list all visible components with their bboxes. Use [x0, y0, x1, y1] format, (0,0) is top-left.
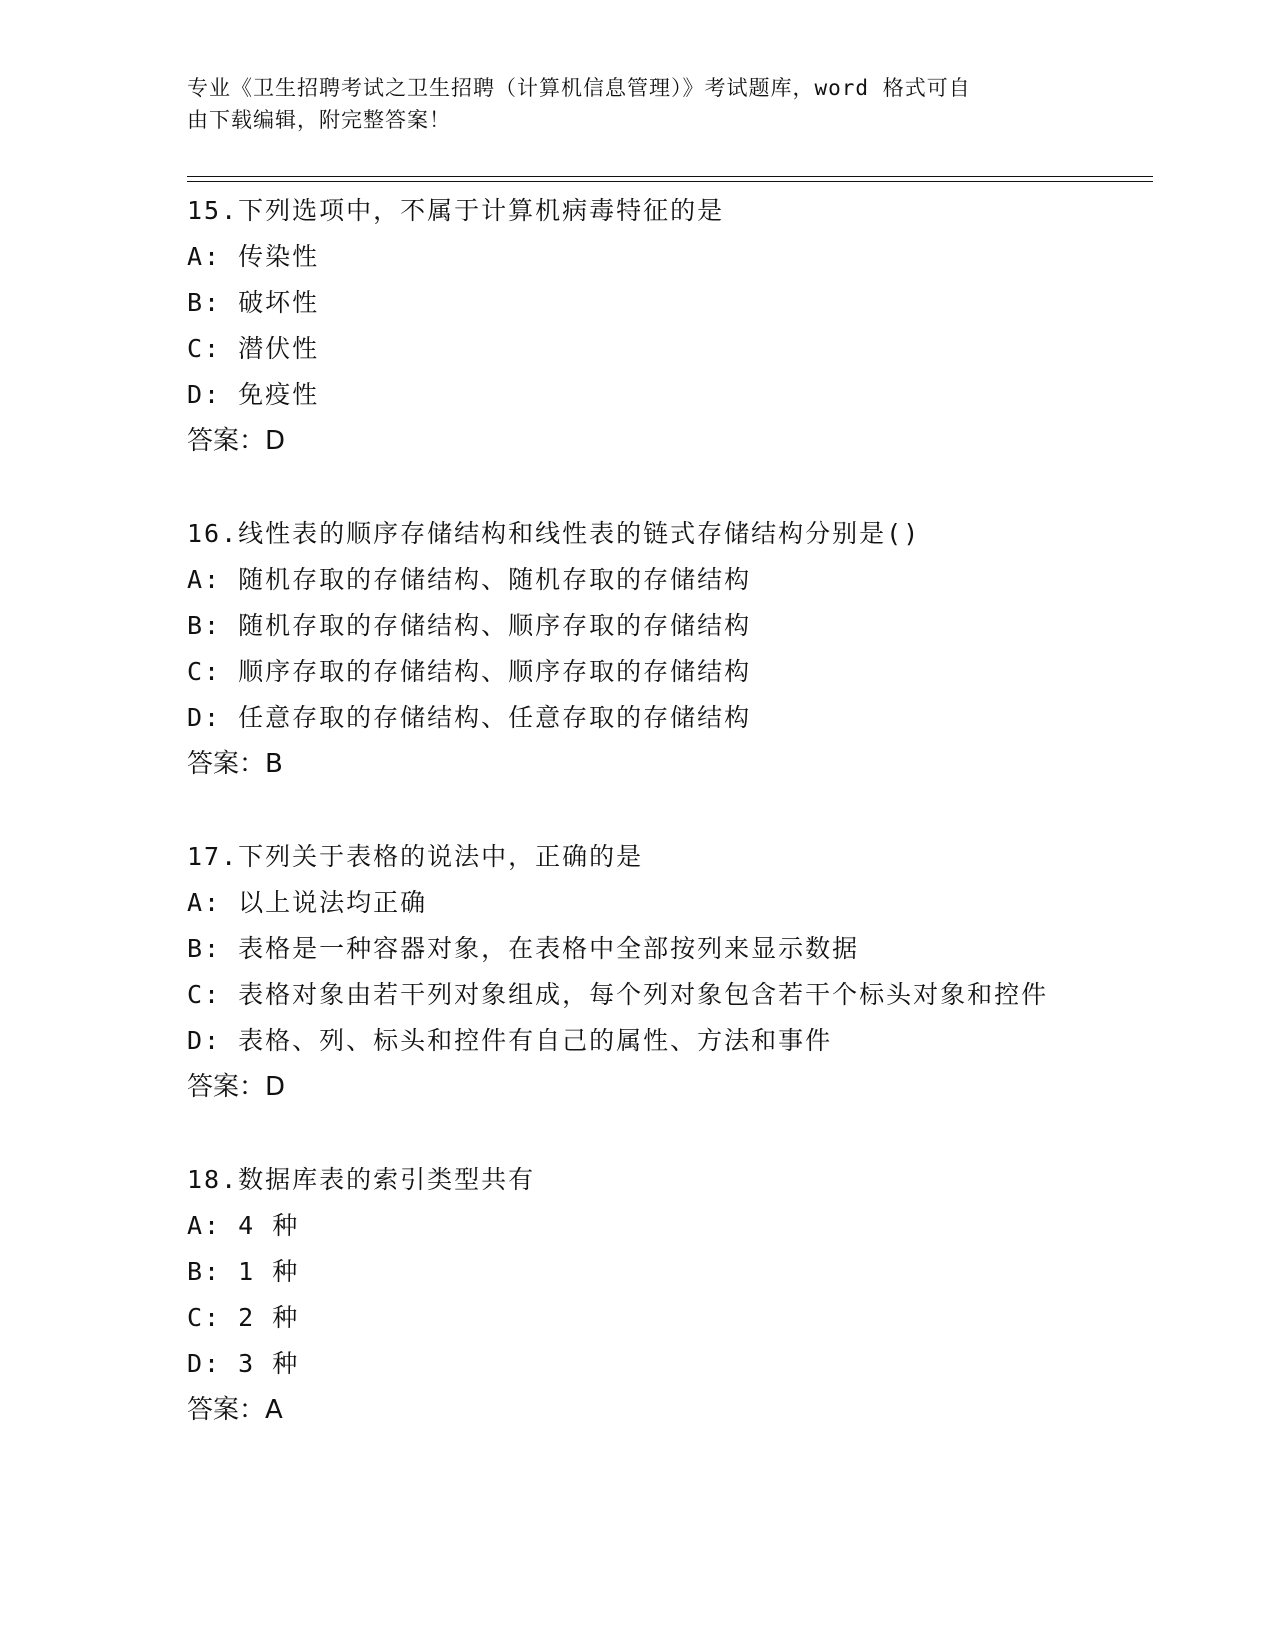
option-d: D: 任意存取的存储结构、任意存取的存储结构: [187, 703, 752, 732]
question-15: [187, 188, 1087, 464]
question-stem: 15.下列选项中，不属于计算机病毒特征的是: [187, 196, 725, 225]
option-a: A: 以上说法均正确: [187, 888, 428, 917]
header-line-1: 专业《卫生招聘考试之卫生招聘（计算机信息管理）》考试题库，word 格式可自: [187, 76, 971, 100]
question-16: [187, 511, 1087, 787]
document-header: [187, 72, 1067, 136]
header-line-2: 由下载编辑，附完整答案！: [187, 108, 451, 132]
option-d: D: 表格、列、标头和控件有自己的属性、方法和事件: [187, 1026, 833, 1055]
header-divider-top: [187, 176, 1153, 177]
question-list: [187, 188, 1087, 1480]
option-b: B: 随机存取的存储结构、顺序存取的存储结构: [187, 611, 752, 640]
option-c: C: 潜伏性: [187, 334, 320, 363]
answer-line: 答案：A: [187, 1395, 283, 1425]
option-b: B: 破坏性: [187, 288, 320, 317]
option-b: B: 1 种: [187, 1257, 300, 1286]
question-stem: 18.数据库表的索引类型共有: [187, 1165, 536, 1194]
option-b: B: 表格是一种容器对象，在表格中全部按列来显示数据: [187, 934, 860, 963]
option-a: A: 传染性: [187, 242, 320, 271]
answer-line: 答案：D: [187, 1072, 286, 1102]
answer-line: 答案：B: [187, 749, 283, 779]
option-c: C: 表格对象由若干列对象组成，每个列对象包含若干个标头对象和控件: [187, 980, 1049, 1009]
question-17: [187, 834, 1087, 1110]
option-c: C: 2 种: [187, 1303, 300, 1332]
question-stem: 16.线性表的顺序存储结构和线性表的链式存储结构分别是(): [187, 519, 921, 548]
option-d: D: 免疫性: [187, 380, 320, 409]
question-18: [187, 1157, 1087, 1433]
option-a: A: 随机存取的存储结构、随机存取的存储结构: [187, 565, 752, 594]
header-divider-bottom: [187, 181, 1153, 182]
option-d: D: 3 种: [187, 1349, 300, 1378]
answer-line: 答案：D: [187, 426, 286, 456]
option-a: A: 4 种: [187, 1211, 300, 1240]
question-stem: 17.下列关于表格的说法中，正确的是: [187, 842, 644, 871]
option-c: C: 顺序存取的存储结构、顺序存取的存储结构: [187, 657, 752, 686]
